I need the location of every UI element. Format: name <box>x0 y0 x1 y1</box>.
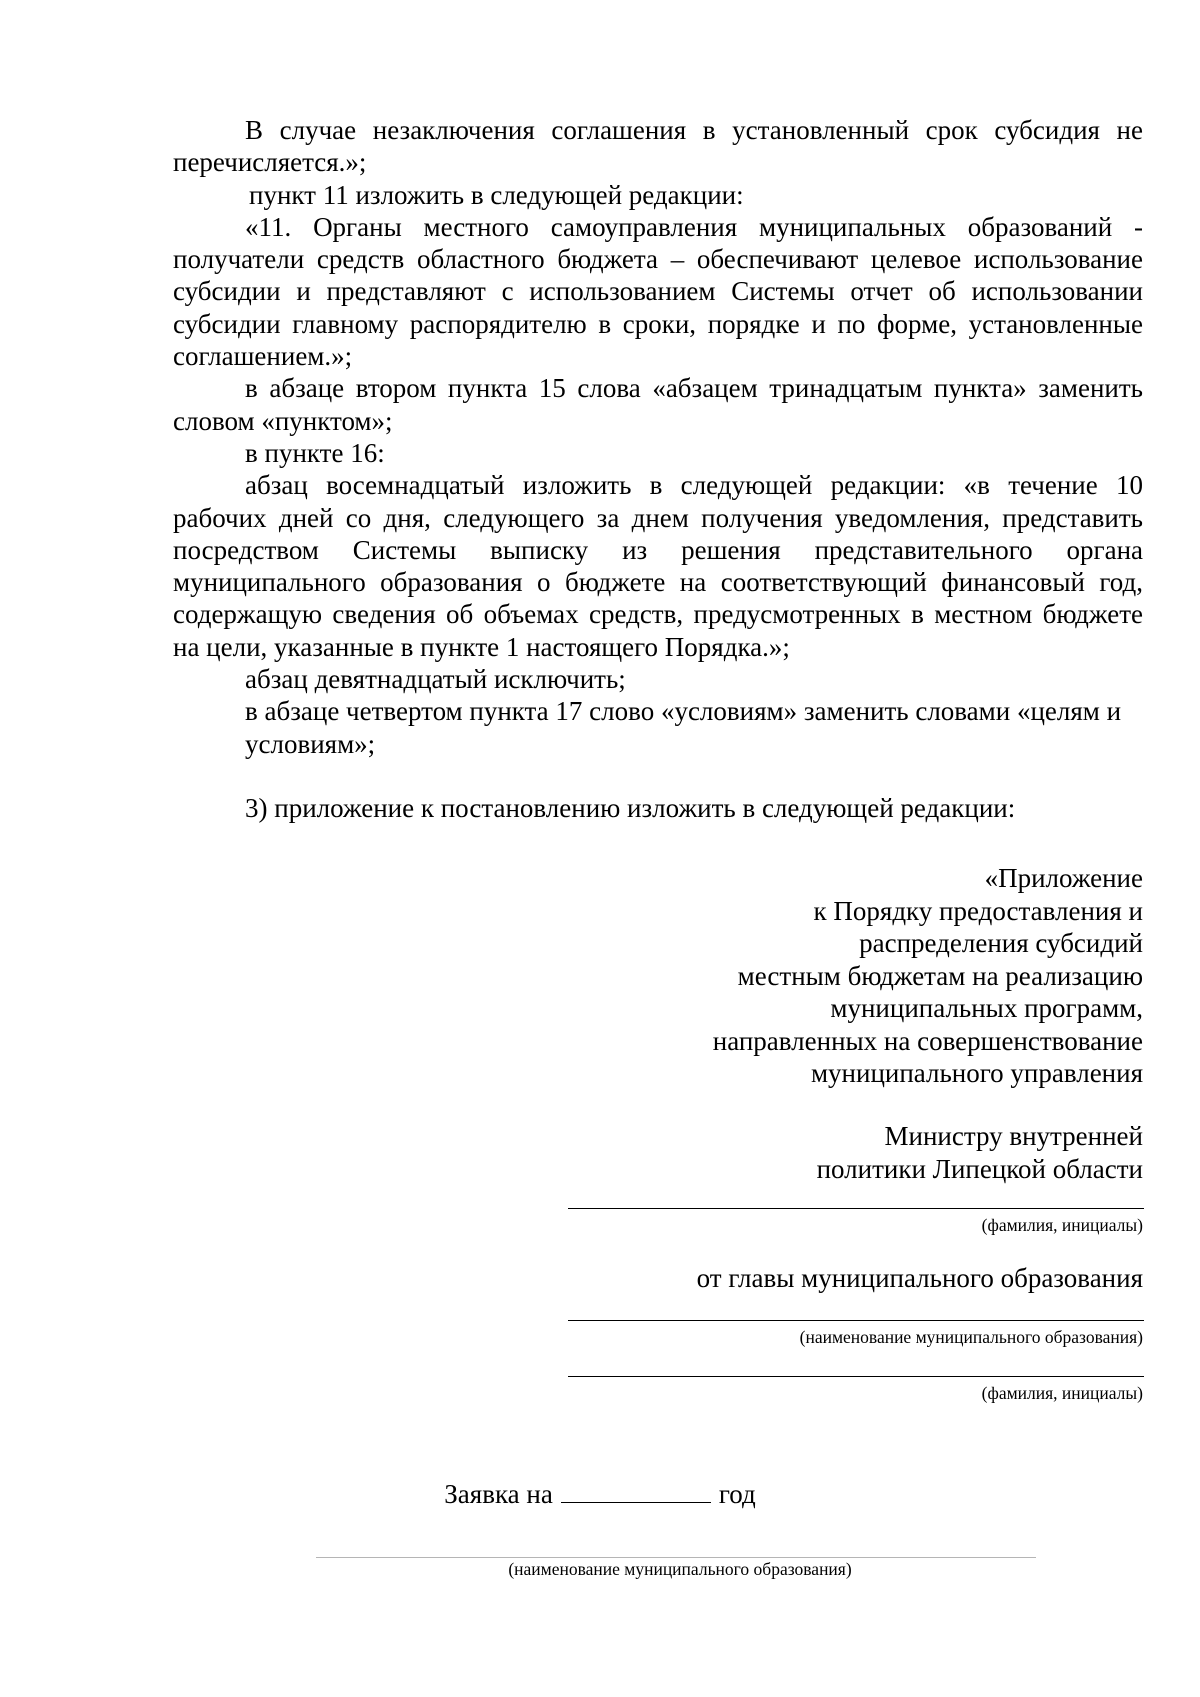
sender-municipality-blank[interactable] <box>568 1320 1144 1321</box>
appendix-header <box>543 862 1143 1090</box>
recipient-line-2: политики Липецкой области <box>816 1153 1143 1184</box>
appendix-line: «Приложение <box>984 863 1143 893</box>
request-title <box>0 1476 1200 1510</box>
body-text <box>173 114 1143 824</box>
sender-name-blank[interactable] <box>568 1376 1144 1377</box>
sender-name-caption: (фамилия, инициалы) <box>981 1383 1143 1403</box>
appendix-line: направленных на совершенствование <box>712 1025 1143 1056</box>
paragraph-7: абзац девятнадцатый исключить; <box>245 664 626 695</box>
request-suffix: год <box>718 1479 756 1509</box>
paragraph-8: в абзаце четвертом пункта 17 слово «условиям» заменить словами «целям и условиям»; <box>245 696 1122 759</box>
appendix-line: к Порядку предоставления и <box>813 895 1143 926</box>
paragraph-2: пункт 11 изложить в следующей редакции: <box>249 179 744 210</box>
appendix-line: распределения субсидий <box>859 928 1143 958</box>
request-year-blank[interactable] <box>561 1476 711 1503</box>
paragraph-5: в пункте 16: <box>245 437 385 468</box>
request-municipality-caption: (наименование муниципального образования) <box>508 1559 852 1579</box>
sender-municipality-caption: (наименование муниципального образования) <box>799 1327 1143 1347</box>
paragraph-1: В случае незаключения соглашения в установленный срок субсидия не перечисляется.»; <box>173 115 1143 178</box>
municipality-blank-line[interactable] <box>316 1557 1036 1558</box>
recipient-name-blank[interactable] <box>568 1208 1144 1209</box>
recipient-name-caption: (фамилия, инициалы) <box>981 1215 1143 1235</box>
paragraph-9: 3) приложение к постановлению изложить в следующей редакции: <box>245 792 1016 823</box>
sender-from: от главы муниципального образования <box>696 1263 1143 1293</box>
paragraph-4: в абзаце втором пункта 15 слова «абзацем тринадцатым пункта» заменить словом «пунктом»; <box>173 373 1143 436</box>
paragraph-3: «11. Органы местного самоуправления муниципальных образований - получатели средств областного бюджета – обеспечивают целевое использование субсидии и представляют с использованием Системы отчет об использовании субсидии главному распорядителю в сроки, порядке и по форме, установленные соглашением.»; <box>173 211 1143 372</box>
paragraph-6: абзац восемнадцатый изложить в следующей редакции: «в течение 10 рабочих дней со дня, следующего за днем получения уведомления, представить посредством Системы выписку из решения представительного органа муниципального образования о бюджете на соответствующий финансовый год, содержащую сведения об объемах средств, предусмотренных в местном бюджете на цели, указанные в пункте 1 настоящего Порядка.»; <box>173 470 1143 662</box>
appendix-line: муниципальных программ, <box>830 993 1143 1023</box>
appendix-line: местным бюджетам на реализацию <box>737 960 1143 991</box>
appendix-line: муниципального управления <box>810 1058 1143 1088</box>
recipient-block <box>543 1120 1143 1185</box>
recipient-line-1: Министру внутренней <box>884 1121 1143 1151</box>
request-prefix: Заявка на <box>444 1479 553 1509</box>
